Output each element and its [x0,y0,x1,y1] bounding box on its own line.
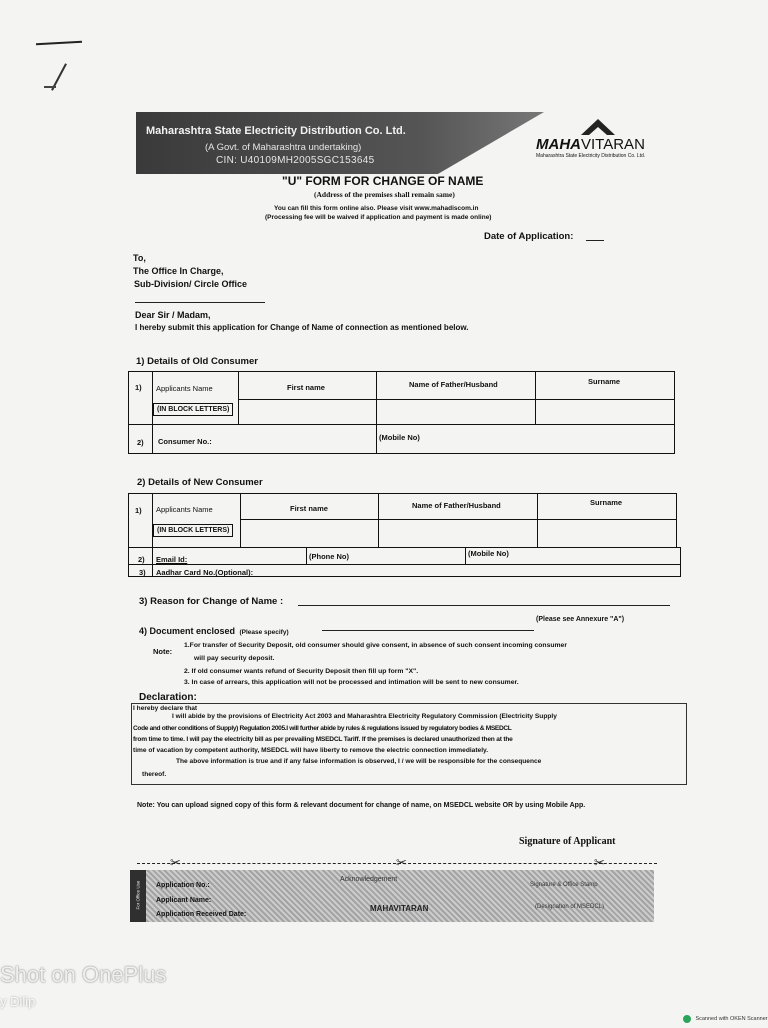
old-surname-field[interactable] [537,401,673,422]
designation-label: (Designation of MSEDCL) [535,904,605,910]
new-row3-number: 3) [139,568,146,577]
online-note: You can fill this form online also. Please visit www.mahadiscom.in [274,205,479,212]
scanner-text: Scanned with OKEN Scanner [695,1015,768,1022]
note-item: 2. If old consumer wants refund of Security Deposit then fill up form "X". [184,668,419,675]
pen-mark [36,41,82,45]
form-title: "U" FORM FOR CHANGE OF NAME [282,174,484,188]
signature-field[interactable] [500,818,650,834]
old-mobile-label: (Mobile No) [379,433,420,442]
logo-maha: MAHA [536,136,581,153]
acknowledgement-brand: MAHAVITARAN [370,904,429,913]
new-block-letters: (IN BLOCK LETTERS) [153,524,233,537]
office-use-side-text: For Office Use [135,880,141,910]
new-applicant-label: Applicants Name [156,505,213,514]
declaration-line: Code and other conditions of Supply) Regulation 2005.I will further abide by rules & regulations issued by regulatory bodies & MSEDCL [133,725,512,732]
new-father-name-field[interactable] [380,521,535,546]
note-label: Note: [153,647,173,656]
scanner-logo-icon [683,1015,691,1023]
old-first-name-label: First name [287,383,325,392]
address-division: Sub-Division/ Circle Office [134,279,248,289]
intro-text: I hereby submit this application for Change of Name of connection as mentioned below. [135,323,469,332]
reason-field[interactable] [298,605,670,606]
old-father-name-label: Name of Father/Husband [409,380,498,389]
new-email-field[interactable] [196,549,304,563]
document-field[interactable] [322,630,534,631]
scissors-icon: ✂ [396,855,407,870]
address-office: The Office In Charge, [133,266,224,276]
old-block-letters: (IN BLOCK LETTERS) [153,403,233,416]
reason-label: 3) Reason for Change of Name : [139,596,284,607]
new-aadhar-field[interactable] [272,566,678,576]
address-to: To, [133,253,146,263]
photographer-watermark: y Dilip [0,994,36,1009]
new-email-label: Email Id: [156,555,188,564]
office-field[interactable] [135,302,265,303]
declaration-heading: Declaration: [139,692,197,703]
form-subtitle: (Address of the premises shall remain same) [314,190,455,199]
note-item: will pay security deposit. [194,655,275,662]
company-name: Maharashtra State Electricity Distribution Co. Ltd. [146,125,406,137]
new-row2-number: 2) [138,555,145,564]
acknowledgement-label: Acknowledgement [340,876,398,883]
new-phone-field[interactable] [356,549,463,563]
old-consumer-no-label: Consumer No.: [158,437,212,446]
new-row1-number: 1) [135,506,142,515]
salutation: Dear Sir / Madam, [135,310,211,320]
annexure-note: (Please see Annexure "A") [536,616,625,623]
old-surname-label: Surname [588,377,621,386]
new-father-name-label: Name of Father/Husband [412,501,501,510]
document-specify: (Please specify) [239,629,289,636]
new-mobile-label: (Mobile No) [468,549,509,558]
declaration-line: from time to time. I will pay the electricity bill as per prevailing MSEDCL Tariff. If the premises is declared unauthorized then at the [133,736,513,743]
new-consumer-heading: 2) Details of New Consumer [137,477,263,488]
tower-icon [578,118,618,136]
new-mobile-field[interactable] [520,549,678,563]
document-row [139,621,289,639]
upload-note: Note: You can upload signed copy of this form & relevant document for change of name, on MSEDCL website OR by using Mobile App. [137,802,586,809]
document-label: 4) Document enclosed [139,626,236,636]
note-item: 3. In case of arrears, this application will not be processed and intimation will be sent to new consumer. [184,679,519,686]
old-row2-number: 2) [137,438,144,447]
new-surname-field[interactable] [539,521,675,546]
stamp-label: Signature & Office Stamp [530,882,598,888]
application-no-label: Application No.: [156,882,210,889]
scissors-icon: ✂ [594,855,605,870]
signature-label: Signature of Applicant [519,836,616,847]
old-father-name-field[interactable] [378,401,533,422]
declaration-line: I will abide by the provisions of Electricity Act 2003 and Maharashtra Electricity Regulatory Commission (Electricity Supply [172,713,557,720]
old-row1-number: 1) [135,383,142,392]
govt-undertaking: (A Govt. of Maharashtra undertaking) [205,142,362,153]
shot-on-watermark: Shot on OnePlus [0,962,167,987]
logo-vitaran: VITARAN [581,136,645,153]
new-phone-label: (Phone No) [309,552,349,561]
pen-mark [44,86,56,88]
new-first-name-label: First name [290,504,328,513]
cin-number: CIN: U40109MH2005SGC153645 [216,155,375,166]
old-first-name-field[interactable] [240,401,374,422]
date-of-application-label: Date of Application: [484,231,574,242]
mahavitaran-logo [536,118,666,162]
declaration-line: thereof. [142,771,167,778]
declaration-line: The above information is true and if any false information is observed, I / we will be responsible for the consequence [176,758,542,765]
new-surname-label: Surname [590,498,623,507]
old-consumer-no-field[interactable] [230,426,374,452]
declaration-line: time of vacation by competent authority, MSEDCL will have liberty to remove the electric connection immediately. [133,747,489,754]
scissors-icon: ✂ [170,855,181,870]
logo-tagline: Maharashtra State Electricity Distribution Co. Ltd. [536,153,646,159]
scanner-badge [683,1010,768,1028]
declaration-line: I hereby declare that [133,705,198,712]
applicant-name-label: Applicant Name: [156,897,212,904]
fee-note: (Processing fee will be waived if application and payment is made online) [265,214,492,221]
note-item: 1.For transfer of Security Deposit, old consumer should give consent, in absence of such consent incoming consumer [184,642,567,649]
old-consumer-heading: 1) Details of Old Consumer [136,356,258,367]
old-applicant-label: Applicants Name [156,384,213,393]
date-of-application-field[interactable] [586,240,604,241]
old-mobile-field[interactable] [430,426,673,452]
new-first-name-field[interactable] [242,521,376,546]
new-aadhar-label: Aadhar Card No.(Optional): [156,568,254,577]
received-date-label: Application Received Date: [156,911,247,918]
